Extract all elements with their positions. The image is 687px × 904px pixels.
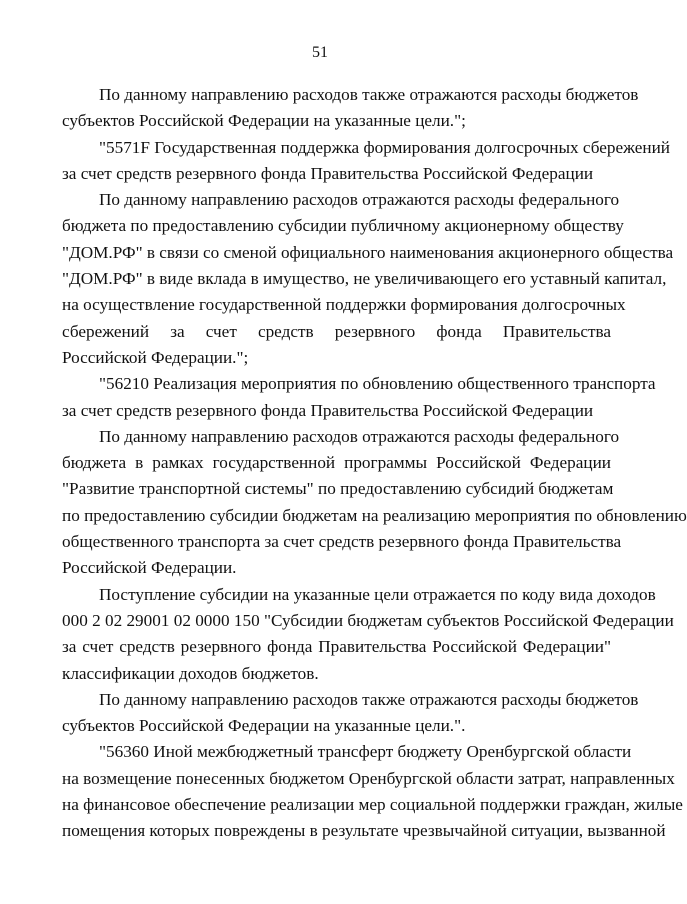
text-line: По данному направлению расходов отражаются расходы федерального	[99, 190, 620, 210]
text-line: за счет средств резервного фонда Правительства Российской Федерации	[62, 163, 594, 183]
text-line: на осуществление государственной поддержки формирования долгосрочных	[62, 295, 626, 315]
text-line: за счет средств резервного фонда Правительства Российской Федерации"	[62, 637, 611, 657]
text-line: По данному направлению расходов отражаются расходы федерального	[99, 426, 620, 446]
text-line: 000 2 02 29001 02 0000 150 "Субсидии бюджетам субъектов Российской Федерации	[62, 610, 674, 630]
text-line: по предоставлению субсидии бюджетам на реализацию мероприятия по обновлению	[62, 505, 687, 525]
text-line: общественного транспорта за счет средств резервного фонда Правительства	[62, 532, 622, 552]
page-number: 51	[312, 44, 328, 61]
text-line: "56360 Иной межбюджетный трансферт бюджету Оренбургской области	[99, 742, 632, 762]
text-line: Российской Федерации.	[62, 558, 237, 578]
text-line: бюджета по предоставлению субсидии публичному акционерному обществу	[62, 216, 624, 236]
text-line: на возмещение понесенных бюджетом Оренбургской области затрат, направленных	[62, 768, 675, 788]
document-body	[62, 82, 687, 845]
text-line: "Развитие транспортной системы" по предоставлению субсидий бюджетам	[62, 479, 614, 499]
text-line: По данному направлению расходов также отражаются расходы бюджетов	[99, 85, 639, 104]
text-line: субъектов Российской Федерации на указанные цели.";	[62, 111, 466, 131]
text-line: бюджета в рамках государственной программы Российской Федерации	[62, 453, 611, 473]
text-line: "56210 Реализация мероприятия по обновлению общественного транспорта	[99, 374, 656, 394]
text-line: на финансовое обеспечение реализации мер социальной поддержки граждан, жилые	[62, 795, 683, 815]
text-line: "ДОМ.РФ" в связи со сменой официального наименования акционерного общества	[62, 242, 674, 262]
text-line: за счет средств резервного фонда Правительства Российской Федерации	[62, 400, 594, 420]
text-line: сбережений за счет средств резервного фонда Правительства	[62, 321, 611, 341]
text-line: классификации доходов бюджетов.	[62, 663, 319, 683]
text-line: "5571F Государственная поддержка формирования долгосрочных сбережений	[99, 137, 670, 157]
text-line: Поступление субсидии на указанные цели отражается по коду вида доходов	[99, 584, 656, 604]
text-line: "ДОМ.РФ" в виде вклада в имущество, не увеличивающего его уставный капитал,	[62, 269, 667, 289]
text-line: субъектов Российской Федерации на указанные цели.".	[62, 716, 466, 736]
text-line: По данному направлению расходов также отражаются расходы бюджетов	[99, 689, 639, 709]
text-line: Российской Федерации.";	[62, 347, 249, 367]
text-line: помещения которых повреждены в результате чрезвычайной ситуации, вызванной	[62, 821, 666, 841]
